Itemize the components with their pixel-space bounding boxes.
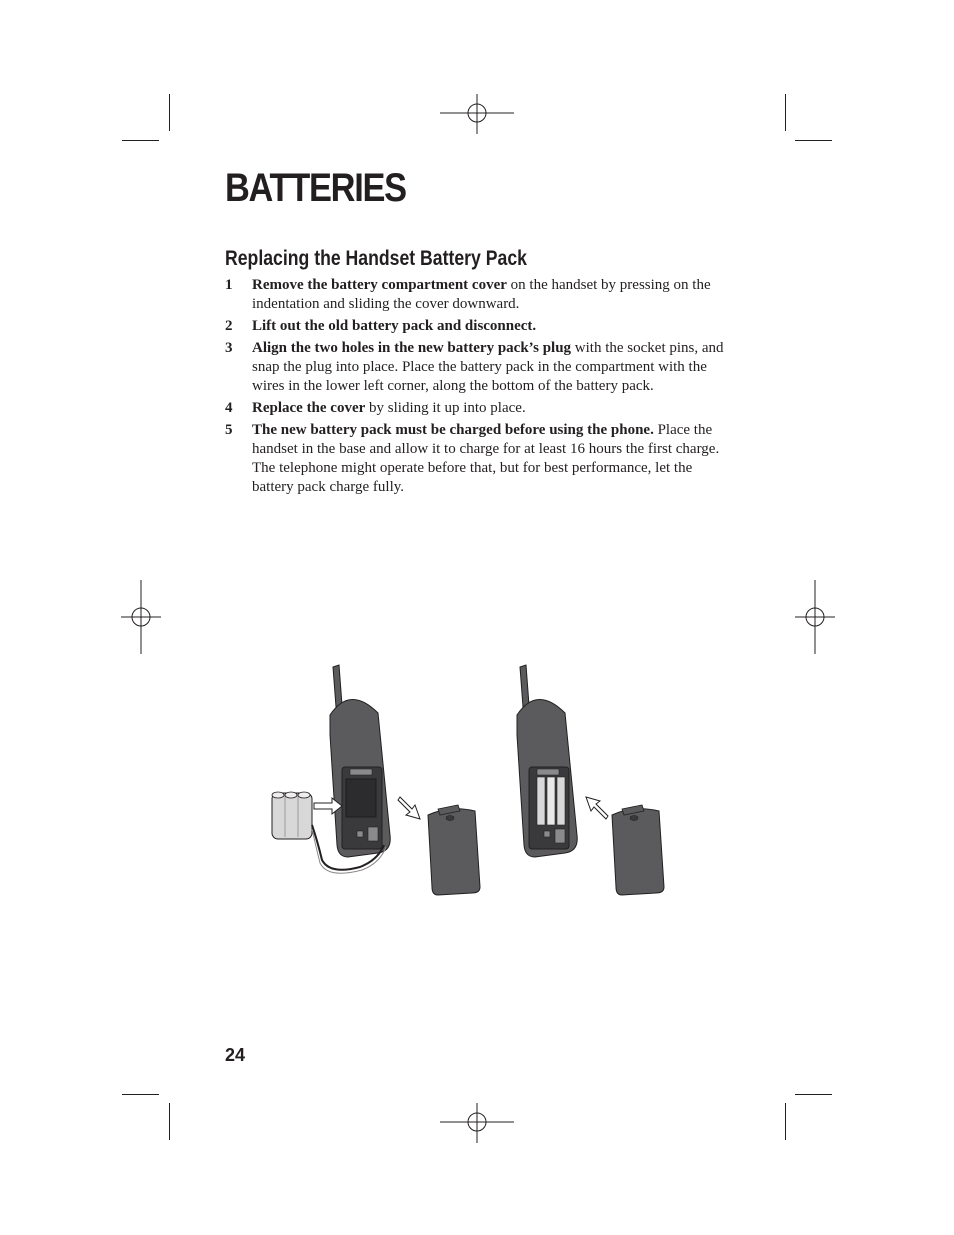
- step-number: 3: [225, 340, 233, 356]
- crop-mark-br-h: [795, 1094, 832, 1095]
- arrow-remove-cover-icon: [398, 797, 420, 819]
- step-item: [225, 399, 735, 418]
- crop-mark-br-v: [785, 1103, 786, 1140]
- crop-mark-bl-v: [169, 1103, 170, 1140]
- arrow-replace-cover-icon: [586, 797, 608, 819]
- crop-mark-tr-v: [785, 94, 786, 131]
- step-text: Place the handset in the base and allow it to charge for at least 16 hours the first charge. The telephone might operate before that, but for best performance, let the battery pack charge fully.: [252, 422, 720, 495]
- battery-cover-left: [428, 805, 480, 895]
- registration-mark-top: [440, 94, 514, 134]
- page-title: BATTERIES: [225, 166, 406, 210]
- step-bold-text: The new battery pack must be charged before using the phone.: [252, 422, 654, 438]
- page-number: 24: [225, 1045, 246, 1065]
- battery-pack: [272, 792, 312, 839]
- step-item: [225, 339, 735, 396]
- step-text: by sliding it up into place.: [365, 400, 526, 416]
- step-number: 5: [225, 422, 233, 438]
- crop-mark-tl-h: [122, 140, 159, 141]
- step-bold-text: Align the two holes in the new battery pack’s plug: [252, 340, 572, 356]
- battery-replacement-illustration: [260, 655, 680, 905]
- step-item: [225, 317, 735, 336]
- crop-mark-tr-h: [795, 140, 832, 141]
- step-number: 4: [225, 400, 233, 416]
- section-heading: Replacing the Handset Battery Pack: [225, 247, 527, 270]
- step-item: [225, 421, 735, 497]
- step-number: 1: [225, 277, 233, 293]
- step-bold-text: Remove the battery compartment cover: [252, 277, 507, 293]
- step-bold-text: Replace the cover: [252, 400, 366, 416]
- steps-list: [225, 276, 735, 500]
- registration-mark-bottom: [440, 1103, 514, 1143]
- step-item: [225, 276, 735, 314]
- handset-left: [330, 665, 390, 857]
- step-text: with the socket pins, and snap the plug into place. Place the battery pack in the compartment with the wires in the lower left corner, along the bottom of the battery pack.: [252, 340, 724, 394]
- crop-mark-tl-v: [169, 94, 170, 131]
- crop-mark-bl-h: [122, 1094, 159, 1095]
- step-number: 2: [225, 318, 233, 334]
- handset-right: [517, 665, 577, 857]
- step-text: on the handset by pressing on the indentation and sliding the cover downward.: [252, 277, 711, 312]
- step-bold-text: Lift out the old battery pack and disconnect.: [252, 318, 537, 334]
- battery-cover-right: [612, 805, 664, 895]
- registration-mark-right: [795, 580, 835, 654]
- registration-mark-left: [121, 580, 161, 654]
